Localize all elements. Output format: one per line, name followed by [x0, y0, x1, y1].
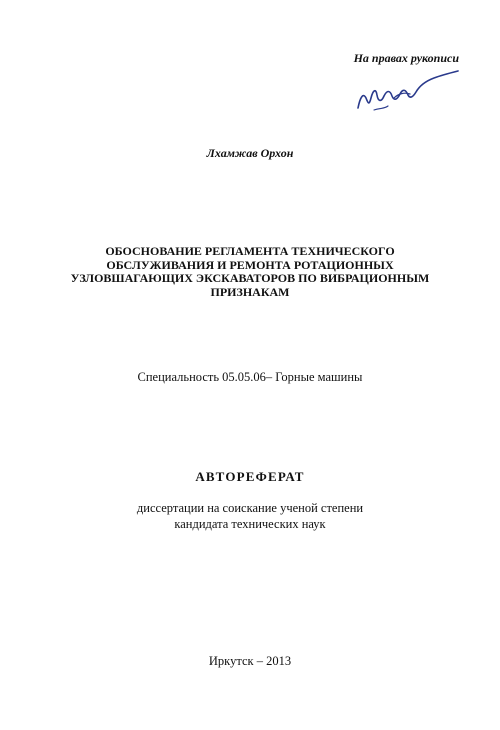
purpose-line: кандидата технических наук	[174, 517, 326, 531]
dissertation-title	[60, 245, 440, 299]
author-name: Лхамжав Орхон	[206, 146, 294, 160]
title-line: ОБСЛУЖИВАНИЯ И РЕМОНТА РОТАЦИОННЫХ	[106, 257, 394, 272]
title-line: ПРИЗНАКАМ	[210, 284, 290, 299]
rights-notice: На правах рукописи	[353, 51, 459, 65]
degree-purpose	[0, 500, 500, 532]
document-genre: АВТОРЕФЕРАТ	[195, 469, 305, 484]
title-line: УЗЛОВШАГАЮЩИХ ЭКСКАВАТОРОВ ПО ВИБРАЦИОННЫМ	[70, 271, 430, 285]
place-and-year: Иркутск – 2013	[208, 654, 292, 668]
signature-icon	[354, 68, 464, 118]
purpose-line: диссертации на соискание ученой степени	[136, 501, 364, 515]
title-line: ОБОСНОВАНИЕ РЕГЛАМЕНТА ТЕХНИЧЕСКОГО	[105, 244, 395, 258]
specialty-line: Специальность 05.05.06– Горные машины	[137, 370, 363, 384]
